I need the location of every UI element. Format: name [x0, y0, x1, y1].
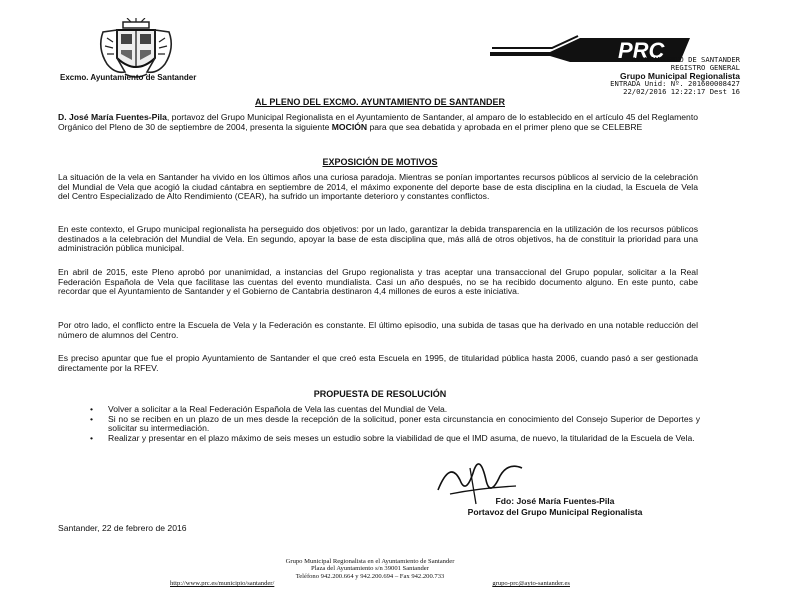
- intro-text: , portavoz del Grupo Municipal Regionalista en el Ayuntamiento de Santander, al amparo de lo establecido en el artículo 45 del Reglamento Orgánico del Pleno de 30 de septiembre de 2004, presenta la siguiente: [58, 112, 698, 132]
- exposicion-paragraph-3: En abril de 2015, este Pleno aprobó por unanimidad, a instancias del Grupo regionalista y tras aceptar una transaccional del Grupo popular, solicitar a la Real Federación Española de Vela que facilitase las cuentas del evento mundialista. Casi un año después, no se ha recibido documento alguno. En este punto, cabe recordar que el Ayuntamiento de Santander y el Gobierno de Cantabria destinaron 4,4 millones de euros a este iniciativa.: [58, 267, 698, 297]
- signer-role: Portavoz del Grupo Municipal Regionalista: [467, 507, 643, 517]
- signer-name: Fdo: José María Fuentes-Pila: [495, 496, 615, 506]
- city-hall-name: Excmo. Ayuntamiento de Santander: [60, 73, 197, 82]
- section-heading-exposicion: EXPOSICIÓN DE MOTIVOS: [322, 157, 438, 167]
- list-item: • Si no se reciben en un plazo de un mes desde la recepción de la solicitud, poner esta circunstancia en conocimiento del Consejo Superior de Deportes y solicitar su intermediación.: [90, 415, 700, 434]
- motion-word: MOCIÓN: [331, 121, 368, 132]
- footer-line: Teléfono 942.200.664 y 942.200.694 – Fax 942.200.733: [295, 572, 445, 580]
- footer-line: Grupo Municipal Regionalista en el Ayuntamiento de Santander: [285, 558, 455, 565]
- list-item: • Volver a solicitar a la Real Federación Española de Vela las cuentas del Mundial de Vela.: [90, 405, 700, 415]
- intro-text-end: para que sea debatida y aprobada en el primer pleno que se CELEBRE: [367, 121, 643, 132]
- exposicion-paragraph-5: Es preciso apuntar que fue el propio Ayuntamiento de Santander el que creó esta Escuela en 1995, de titularidad pública hasta 2006, cuando pasó a ser gestionada directamente por la RFEV.: [58, 353, 698, 373]
- registry-stamp: [510, 56, 740, 96]
- signature-block: [410, 496, 700, 518]
- list-item: • Realizar y presentar en el plazo máximo de seis meses un estudio sobre la viabilidad de que el IMD asuma, de nuevo, la titularidad de la Escuela de Vela.: [90, 434, 700, 444]
- exposicion-paragraph-2: En este contexto, el Grupo municipal regionalista ha perseguido dos objetivos: por un lado, garantizar la debida transparencia en la utilización de los recursos públicos destinados a la celebración del Mundial de Vela. En segundo, apoyar la base de esta disciplina que, más allá de otros objetivos, ha de constituir la prioridad para una administración pública municipal.: [58, 224, 698, 254]
- author-name: D. José María Fuentes-Pila: [58, 112, 167, 122]
- document-title: AL PLENO DEL EXCMO. AYUNTAMIENTO DE SANTANDER: [254, 97, 506, 107]
- resolution-list: [90, 405, 700, 443]
- stamp-group-name: Grupo Municipal Regionalista: [620, 71, 740, 81]
- prc-logo-text: PRC: [618, 38, 665, 63]
- footer-line: Plaza del Ayuntamiento s/n 39001 Santander: [311, 565, 429, 573]
- stamp-line: ENTRADA Unid: Nº. 201600008427: [610, 79, 740, 88]
- email-link[interactable]: grupo-prc@ayto-santander.es: [492, 580, 570, 588]
- footer: [170, 558, 570, 588]
- document-date: Santander, 22 de febrero de 2016: [58, 523, 187, 533]
- stamp-line: 22/02/2016 12:22:17 Dest 16: [623, 87, 740, 96]
- exposicion-paragraph-4: Por otro lado, el conflicto entre la Escuela de Vela y la Federación es constante. El último episodio, una subida de tasas que ha derivado en una notable reducción del número de alumnos del Centro.: [58, 320, 698, 340]
- exposicion-paragraph-1: La situación de la vela en Santander ha vivido en los últimos años una curiosa paradoja. Mientras se ponían importantes recursos públicos al servicio de la celebración del Mundial de Vela que acogió la ciudad cántabra en septiembre de 2014, el máximo exponente del deporte base de esta disciplina en la ciudad, la Escuela de Vela del Centro Especializado de Alto Rendimiento (CEAR), ha sufrido un importante deterioro y constantes conflictos.: [58, 172, 698, 202]
- section-heading-propuesta: PROPUESTA DE RESOLUCIÓN: [313, 389, 447, 399]
- intro-paragraph: [58, 113, 698, 132]
- website-link[interactable]: http://www.prc.es/municipio/santander/: [170, 580, 275, 588]
- stamp-line: REGISTRO GENERAL: [670, 63, 740, 72]
- stamp-line: AYUNTAMIENTO DE SANTANDER: [631, 55, 740, 64]
- city-coat-of-arms: [95, 18, 177, 80]
